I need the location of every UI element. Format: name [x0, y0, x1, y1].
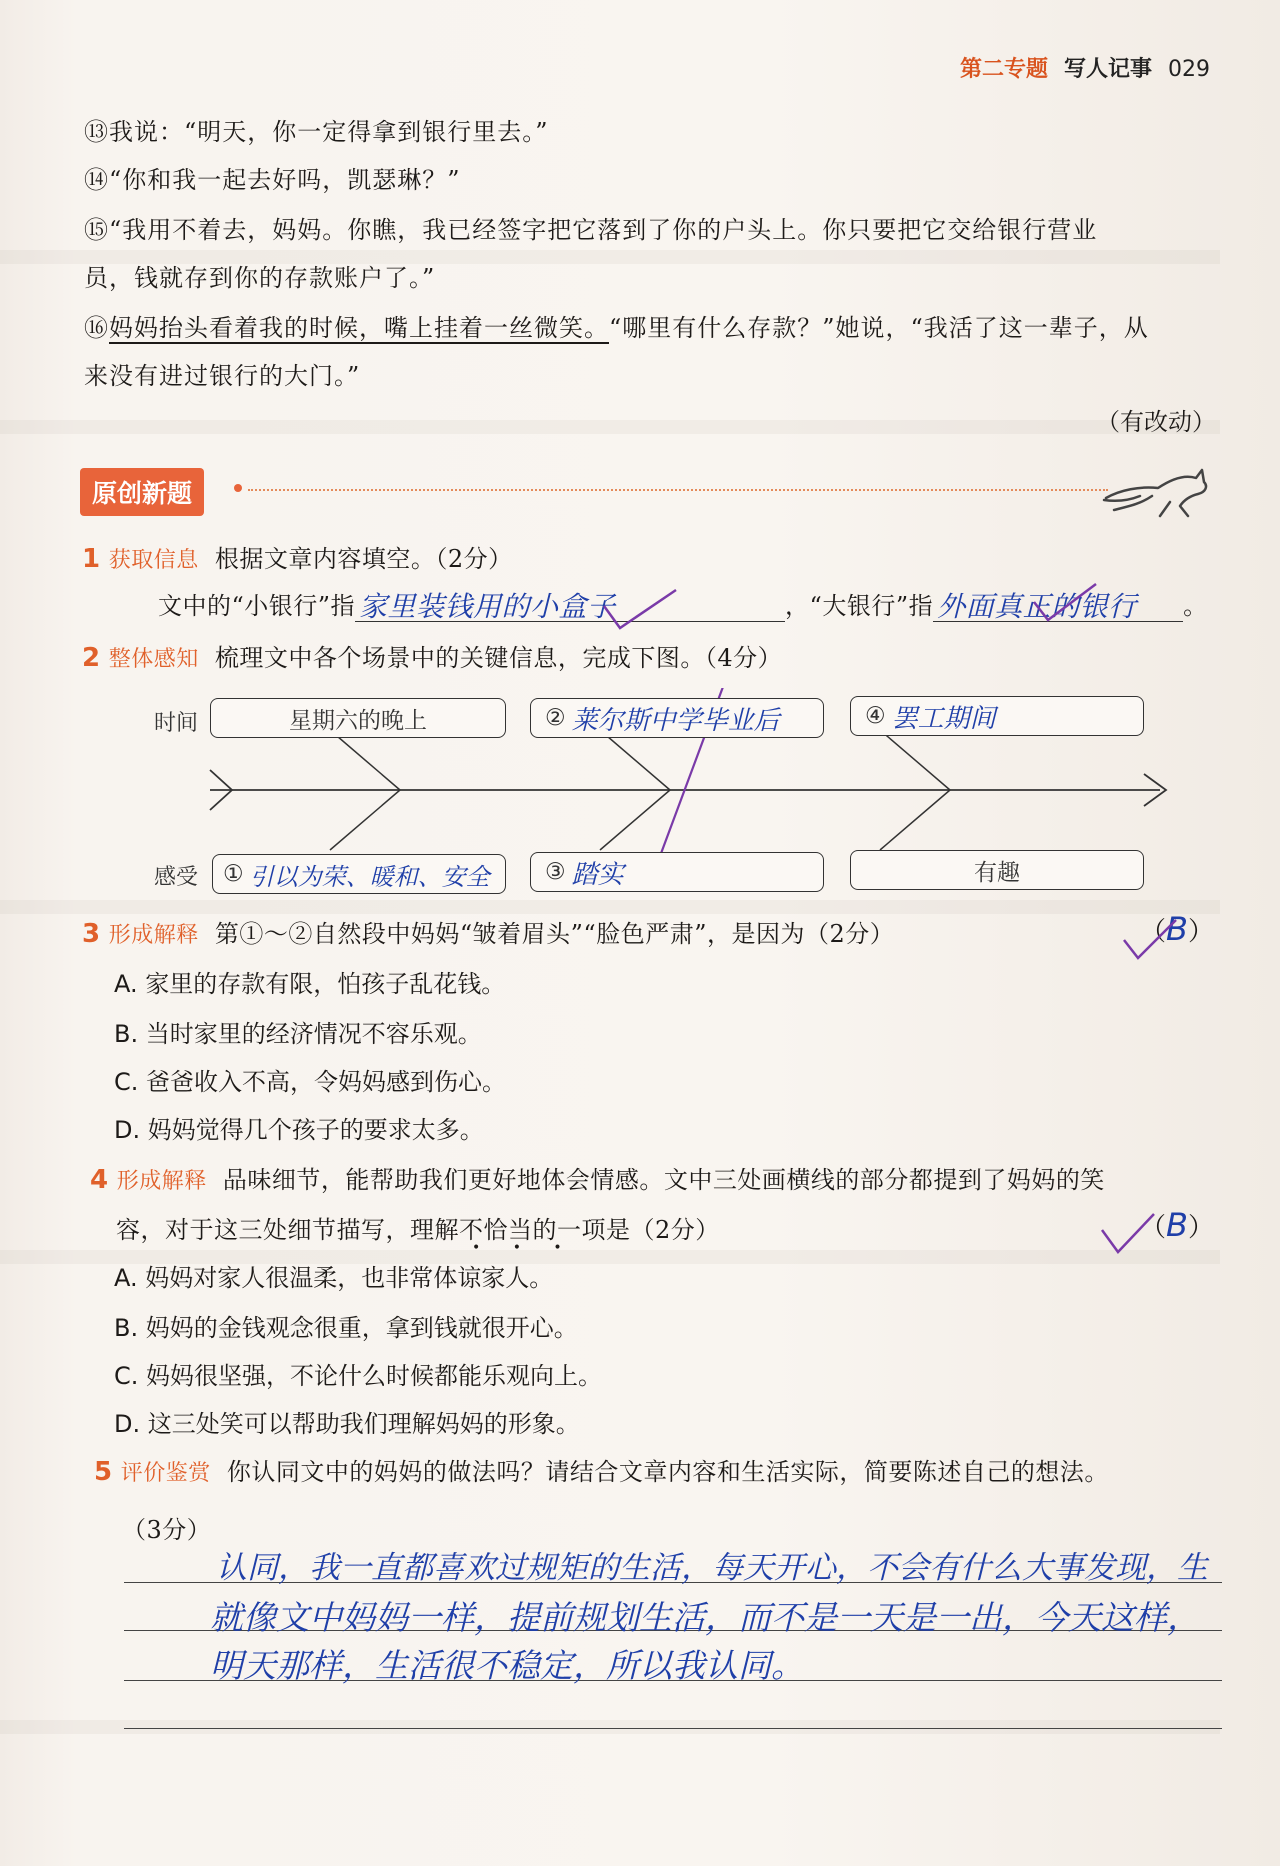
handwritten-answer-line: 就像文中妈妈一样，提前规划生活，而不是一天是一出，今天这样，	[210, 1598, 1200, 1637]
banner-dot	[234, 484, 242, 492]
bracket-open: （	[1140, 1213, 1167, 1243]
bracket-open: （	[1140, 917, 1167, 947]
paragraph-16-rest: “哪里有什么存款？”她说，“我活了这一辈子，从	[609, 314, 1149, 342]
feeling-box-2[interactable]	[530, 852, 824, 892]
box-printed-text: 星期六的晚上	[289, 707, 427, 734]
question-tag: 整体感知	[108, 647, 199, 672]
option-c[interactable]: C. 爸爸收入不高，令妈妈感到伤心。	[114, 1068, 507, 1096]
question-4-line2: 容，对于这三处细节描写，理解不恰当的一项是（2分）	[116, 1216, 720, 1244]
handwritten-answer: 罢工期间	[891, 703, 996, 734]
question-tag: 形成解释	[108, 923, 199, 948]
time-box-2[interactable]	[530, 698, 824, 738]
fill-middle: ，“大银行”指	[785, 592, 934, 620]
handwritten-answer-line: 明天那样，生活很不稳定，所以我认同。	[210, 1646, 804, 1685]
handwritten-answer: 引以为荣、暖和、安全	[249, 862, 490, 891]
paragraph-13: ⑬我说：“明天，你一定得拿到银行里去。”	[84, 118, 549, 146]
box-number: ③	[545, 859, 566, 885]
question-2	[82, 642, 782, 676]
time-box-3[interactable]	[850, 696, 1144, 736]
box-number: ①	[223, 861, 244, 887]
question-number: 1	[82, 544, 101, 574]
box-printed-text: 有趣	[974, 859, 1020, 886]
check-mark-icon	[1120, 916, 1180, 962]
paragraph-16-line1	[84, 304, 1149, 352]
check-mark-icon	[1098, 1210, 1158, 1256]
option-b[interactable]: B. 妈妈的金钱观念很重，拿到钱就很开心。	[114, 1314, 578, 1342]
handwritten-answer: 外面真正的银行	[937, 590, 1137, 623]
question-number: 4	[90, 1165, 109, 1195]
section-banner: 原创新题	[80, 468, 204, 516]
question-1	[82, 543, 513, 577]
time-box-1[interactable]	[210, 698, 506, 738]
question-prompt: 第①～②自然段中妈妈“皱着眉头”“脸色严肃”，是因为（2分）	[214, 920, 895, 948]
feeling-label: 感受	[154, 865, 199, 890]
writing-line	[124, 1728, 1222, 1729]
bleed-through	[0, 1720, 1220, 1734]
question-4-line1	[90, 1164, 1105, 1198]
handwritten-choice: B	[1166, 1206, 1188, 1244]
box-number: ④	[865, 703, 886, 729]
emphasis-dots: • • •	[472, 1240, 576, 1256]
fishbone-diagram	[150, 688, 1180, 908]
box-number: ②	[545, 705, 566, 731]
feeling-box-1[interactable]	[212, 854, 506, 894]
question-prompt: 你认同文中的妈妈的做法吗？请结合文章内容和生活实际，简要陈述自己的想法。	[226, 1458, 1109, 1486]
question-prompt: 梳理文中各个场景中的关键信息，完成下图。（4分）	[214, 644, 783, 672]
banner-dotted-line	[248, 489, 1108, 491]
handwritten-answer: 莱尔斯中学毕业后	[571, 705, 780, 736]
handwritten-answer: 踏实	[571, 859, 624, 890]
question-5	[94, 1456, 1109, 1490]
question-number: 5	[94, 1457, 113, 1487]
paragraph-16-line2: 来没有进过银行的大门。”	[84, 362, 361, 390]
option-d[interactable]: D. 妈妈觉得几个孩子的要求太多。	[114, 1116, 484, 1144]
fill-end: 。	[1183, 592, 1208, 620]
fill-prefix: 文中的“小银行”指	[158, 592, 356, 620]
question-number: 3	[82, 919, 101, 949]
feeling-box-3[interactable]	[850, 850, 1144, 890]
option-a[interactable]: A. 家里的存款有限，怕孩子乱花钱。	[114, 970, 506, 998]
question-5-score: （3分）	[122, 1516, 212, 1544]
bracket-close: ）	[1187, 917, 1214, 947]
check-mark-icon	[600, 586, 680, 636]
source-note: （有改动）	[1096, 408, 1216, 436]
time-label: 时间	[154, 711, 199, 736]
question-prompt: 根据文章内容填空。（2分）	[214, 545, 513, 573]
page-number: 029	[1168, 57, 1210, 82]
paragraph-15-line1: ⑮“我用不着去，妈妈。你瞧，我已经签字把它落到了你的户头上。你只要把它交给银行营业	[84, 216, 1098, 244]
option-d[interactable]: D. 这三处笑可以帮助我们理解妈妈的形象。	[114, 1410, 580, 1438]
option-a[interactable]: A. 妈妈对家人很温柔，也非常体谅家人。	[114, 1264, 554, 1292]
question-number: 2	[82, 643, 101, 673]
bleed-through	[0, 420, 1220, 434]
question-tag: 形成解释	[116, 1169, 207, 1194]
option-c[interactable]: C. 妈妈很坚强，不论什么时候都能乐观向上。	[114, 1362, 603, 1390]
cat-illustration-icon	[1100, 460, 1210, 520]
paragraph-14: ⑭“你和我一起去好吗，凯瑟琳？”	[84, 166, 461, 194]
check-mark-icon	[1030, 580, 1100, 626]
paragraph-15-line2: 员，钱就存到你的存款账户了。”	[84, 264, 436, 292]
handwritten-choice: B	[1166, 910, 1188, 948]
question-3	[82, 918, 894, 952]
question-prompt: 品味细节，能帮助我们更好地体会情感。文中三处画横线的部分都提到了妈妈的笑	[222, 1166, 1105, 1194]
option-b[interactable]: B. 当时家里的经济情况不容乐观。	[114, 1020, 482, 1048]
question-tag: 获取信息	[108, 548, 199, 573]
question-tag: 评价鉴赏	[120, 1461, 211, 1486]
bracket-close: ）	[1187, 1213, 1214, 1243]
handwritten-answer-line: 认同，我一直都喜欢过规矩的生活，每天开心，不会有什么大事发现，生	[216, 1550, 1208, 1586]
header-title: 写人记事	[1063, 57, 1152, 82]
handwritten-answer: 家里装钱用的小盒子	[359, 590, 616, 623]
page-header	[960, 52, 1210, 83]
answer-blank-1[interactable]	[355, 591, 785, 622]
header-topic: 第二专题	[959, 57, 1048, 82]
paragraph-number: ⑯	[84, 314, 109, 342]
underlined-detail: 妈妈抬头看着我的时候，嘴上挂着一丝微笑。	[109, 314, 609, 342]
